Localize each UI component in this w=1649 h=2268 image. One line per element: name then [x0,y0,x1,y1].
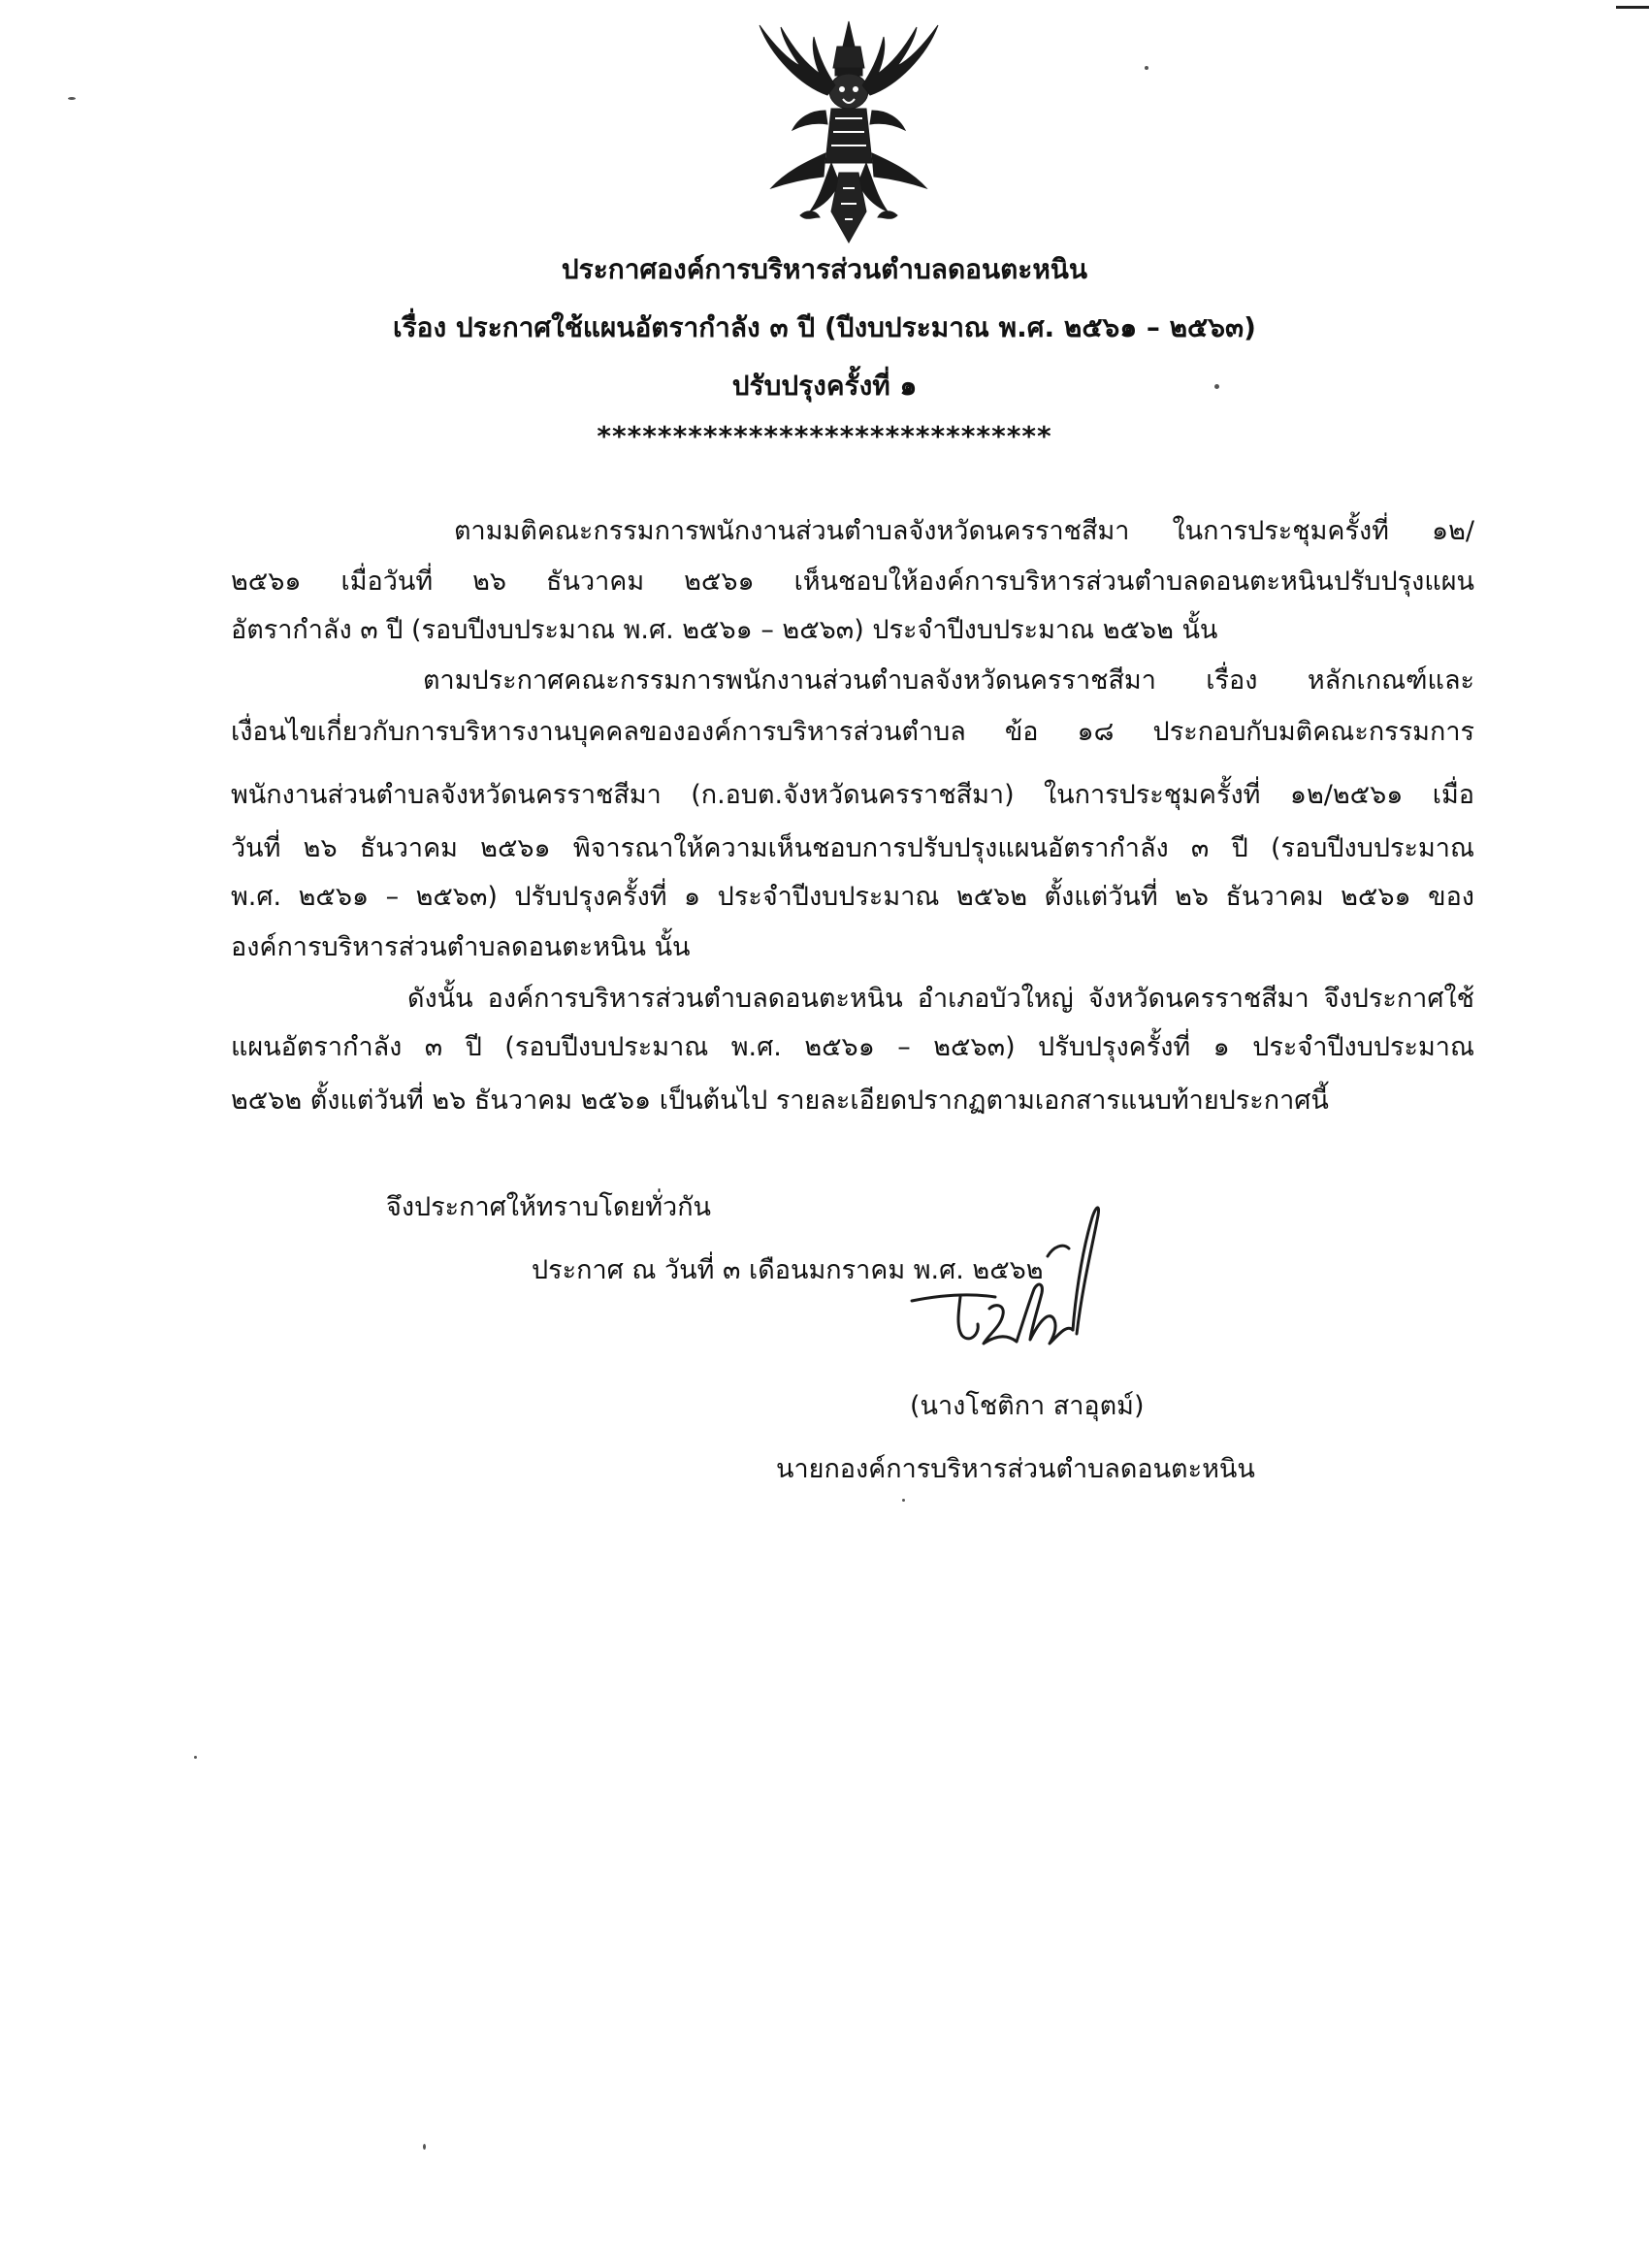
paragraph1-line2: ๒๕๖๑ เมื่อวันที่ ๒๖ ธันวาคม ๒๕๖๑ เห็นชอบให้องค์การบริหารส่วนตำบลดอนตะหนินปรับปรุงแผน [231,567,1474,597]
garuda-emblem-icon [742,17,955,250]
scan-speck [194,1756,197,1759]
paragraph3-line3: ๒๕๖๒ ตั้งแต่วันที่ ๒๖ ธันวาคม ๒๕๖๑ เป็นต้นไป รายละเอียดปรากฏตามเอกสารแนบท้ายประกาศนี้ [231,1085,1329,1116]
paragraph1-line1: ตามมติคณะกรรมการพนักงานส่วนตำบลจังหวัดนครราชสีมา ในการประชุมครั้งที่ ๑๒/ [454,516,1474,546]
paragraph2-line3: พนักงานส่วนตำบลจังหวัดนครราชสีมา (ก.อบต.จังหวัดนครราชสีมา) ในการประชุมครั้งที่ ๑๒/๒๕๖๑ เมื่อ [231,780,1474,810]
paragraph2-line6: องค์การบริหารส่วนตำบลดอนตะหนิน นั้น [231,932,691,962]
paragraph1-line3: อัตรากำลัง ๓ ปี (รอบปีงบประมาณ พ.ศ. ๒๕๖๑ – ๒๕๖๓) ประจำปีงบประมาณ ๒๕๖๒ นั้น [231,615,1218,645]
paragraph3-line1: ดังนั้น องค์การบริหารส่วนตำบลดอนตะหนิน อำเภอบัวใหญ่ จังหวัดนครราชสีมา จึงประกาศใช้ [407,984,1474,1014]
scan-speck [1214,384,1219,389]
handwritten-signature-icon [902,1188,1145,1392]
signatory-name: (นางโชติกา สาอุตม์) [910,1391,1145,1421]
paragraph2-line4: วันที่ ๒๖ ธันวาคม ๒๕๖๑ พิจารณาให้ความเห็นชอบการปรับปรุงแผนอัตรากำลัง ๓ ปี (รอบปีงบประมาณ [231,833,1474,863]
issuer-heading: ประกาศองค์การบริหารส่วนตำบลดอนตะหนิน [561,253,1088,285]
paragraph2-line1: ตามประกาศคณะกรรมการพนักงานส่วนตำบลจังหวัดนครราชสีมา เรื่อง หลักเกณฑ์และ [423,665,1474,696]
announce-date: ประกาศ ณ วันที่ ๓ เดือนมกราคม พ.ศ. ๒๕๖๒ [532,1255,1044,1285]
scan-edge-mark [1616,6,1649,9]
paragraph3-line2: แผนอัตรากำลัง ๓ ปี (รอบปีงบประมาณ พ.ศ. ๒๕๖๑ – ๒๕๖๓) ปรับปรุงครั้งที่ ๑ ประจำปีงบประมาณ [231,1032,1474,1062]
announce-line: จึงประกาศให้ทราบโดยทั่วกัน [386,1192,711,1222]
scan-speck [1145,66,1148,70]
scan-speck [902,1499,905,1502]
revision-heading: ปรับปรุงครั้งที่ ๑ [731,370,918,402]
scan-speck [423,2144,426,2150]
header-separator: ****************************** [597,420,1052,452]
paragraph2-line5: พ.ศ. ๒๕๖๑ – ๒๕๖๓) ปรับปรุงครั้งที่ ๑ ประจำปีงบประมาณ ๒๕๖๒ ตั้งแต่วันที่ ๒๖ ธันวาคม ๒๕๖๑ ของ [231,882,1474,912]
subject-heading: เรื่อง ประกาศใช้แผนอัตรากำลัง ๓ ปี (ปีงบประมาณ พ.ศ. ๒๕๖๑ – ๒๕๖๓) [393,311,1256,343]
signatory-position: นายกองค์การบริหารส่วนตำบลดอนตะหนิน [776,1454,1255,1484]
scan-speck [68,97,76,100]
paragraph2-line2: เงื่อนไขเกี่ยวกับการบริหารงานบุคคลขององค์การบริหารส่วนตำบล ข้อ ๑๘ ประกอบกับมติคณะกรรมการ [231,717,1474,747]
